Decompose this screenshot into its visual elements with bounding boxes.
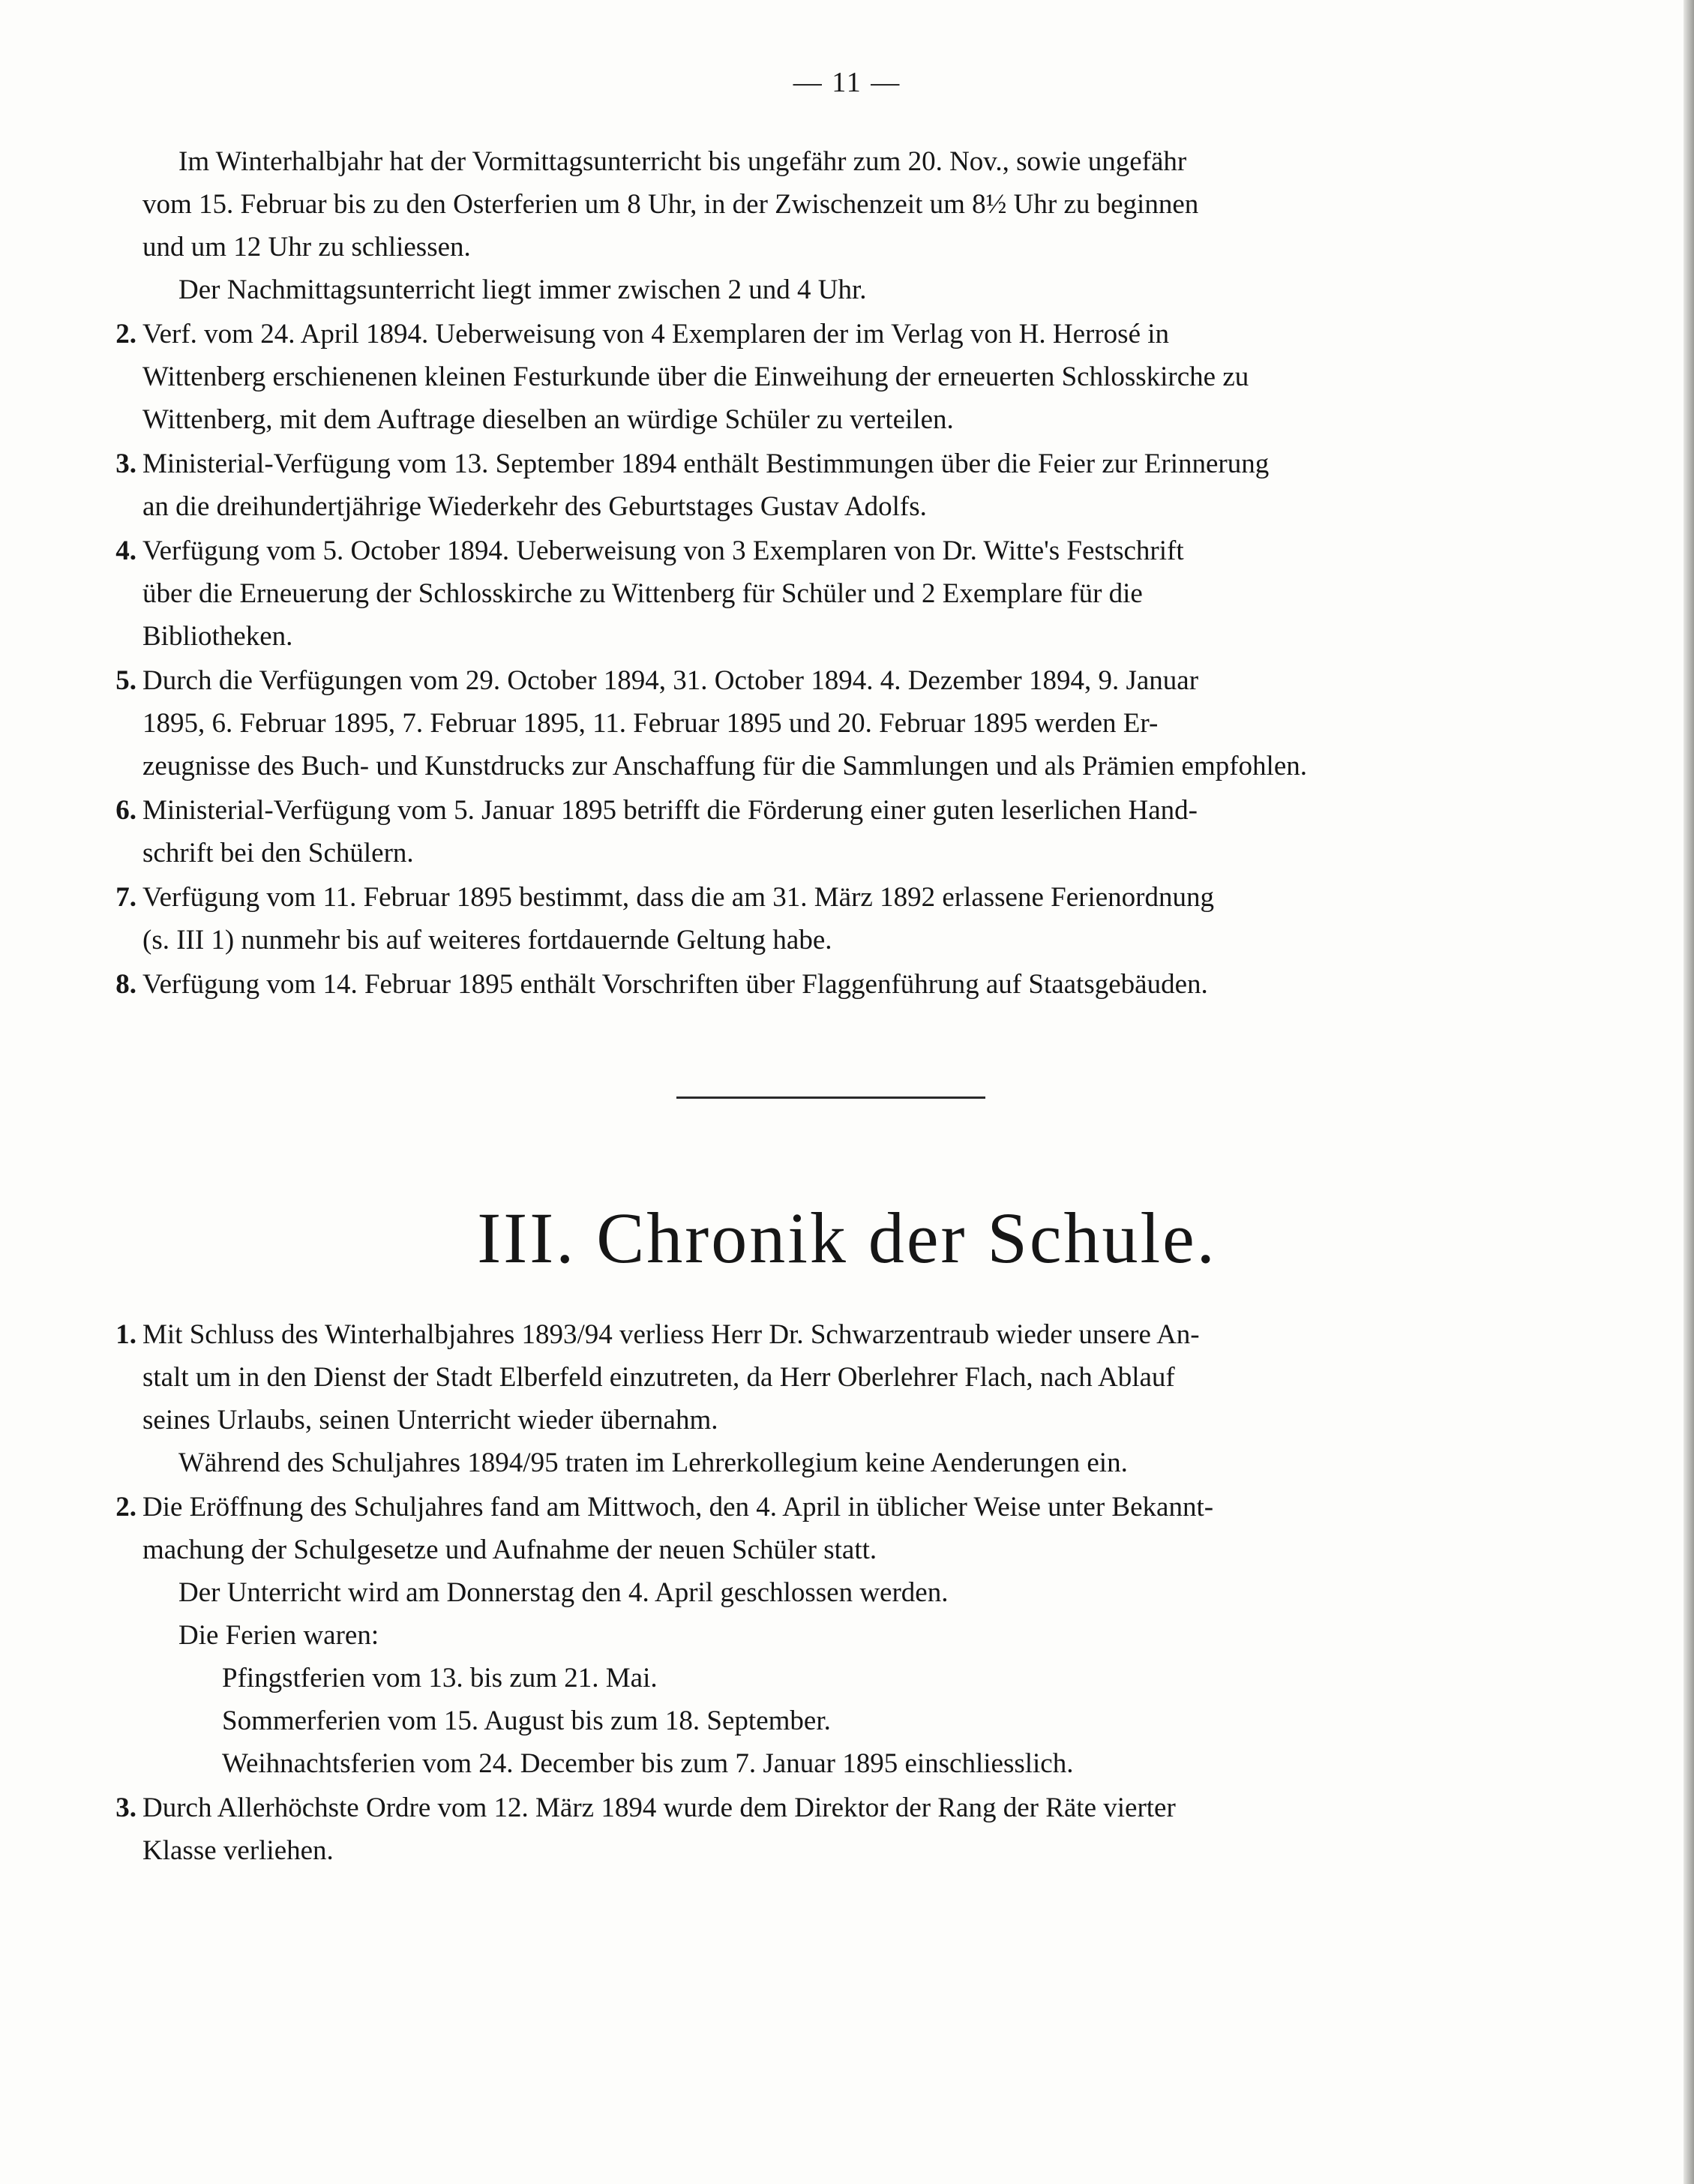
text-line: Im Winterhalbjahr hat der Vormittagsunterricht bis ungefähr zum 20. Nov., sowie ungefähr (178, 146, 1187, 177)
item-number: 5. (115, 665, 136, 696)
text-line: an die dreihundertjährige Wiederkehr des Geburtstages Gustav Adolfs. (142, 491, 927, 522)
holiday-line: Weihnachtsferien vom 24. December bis zum 7. Januar 1895 einschliesslich. (222, 1748, 1074, 1779)
section-divider (676, 1096, 985, 1099)
decree-item-1 (142, 140, 1571, 311)
text-line: Klasse verliehen. (142, 1835, 334, 1866)
text-line: Verfügung vom 14. Februar 1895 enthält Vorschriften über Flaggenführung auf Staatsgebäuden. (142, 969, 1208, 1000)
decree-item-5 (115, 659, 1571, 788)
item-number: 4. (115, 536, 136, 566)
text-line: zeugnisse des Buch- und Kunstdrucks zur Anschaffung für die Sammlungen und als Prämien empfohlen. (142, 751, 1308, 782)
text-line: Wittenberg, mit dem Auftrage dieselben an würdige Schüler zu verteilen. (142, 404, 954, 435)
chronicle-item-2 (115, 1486, 1571, 1785)
holiday-line: Sommerferien vom 15. August bis zum 18. September. (222, 1706, 831, 1736)
text-line: Bibliotheken. (142, 621, 293, 652)
text-line: über die Erneuerung der Schlosskirche zu Wittenberg für Schüler und 2 Exemplare für die (142, 578, 1143, 609)
text-line: Während des Schuljahres 1894/95 traten im Lehrerkollegium keine Aenderungen ein. (178, 1448, 1128, 1478)
decree-item-4 (115, 530, 1571, 658)
section-ii-decrees (115, 140, 1571, 1007)
item-number: 2. (115, 1492, 136, 1522)
text-line: Verfügung vom 5. October 1894. Ueberweisung von 3 Exemplaren von Dr. Witte's Festschrift (142, 536, 1184, 566)
decree-item-3 (115, 442, 1571, 528)
text-line: Die Eröffnung des Schuljahres fand am Mittwoch, den 4. April in üblicher Weise unter Bekannt- (142, 1492, 1214, 1522)
text-line: Durch Allerhöchste Ordre vom 12. März 1894 wurde dem Direktor der Rang der Räte vierter (142, 1792, 1176, 1823)
decree-item-6 (115, 789, 1571, 874)
text-line: Der Unterricht wird am Donnerstag den 4. April geschlossen werden. (178, 1577, 949, 1608)
item-number: 3. (115, 1792, 136, 1823)
chronicle-item-3 (115, 1786, 1571, 1872)
page-edge-shadow (1684, 0, 1694, 2184)
decree-item-8 (115, 963, 1571, 1006)
decree-item-2 (115, 313, 1571, 441)
text-line: Wittenberg erschienenen kleinen Festurkunde über die Einweihung der erneuerten Schlosskirche zu (142, 362, 1249, 392)
text-line: schrift bei den Schülern. (142, 838, 414, 868)
item-number: 8. (115, 969, 136, 1000)
section-heading: III. Chronik der Schule. (477, 1198, 1217, 1278)
text-line: Ministerial-Verfügung vom 13. September 1894 enthält Bestimmungen über die Feier zur Erinnerung (142, 448, 1270, 479)
item-number: 2. (115, 319, 136, 350)
text-line: Mit Schluss des Winterhalbjahres 1893/94 verliess Herr Dr. Schwarzentraub wieder unsere An- (142, 1319, 1200, 1350)
text-line: machung der Schulgesetze und Aufnahme der neuen Schüler statt. (142, 1534, 877, 1565)
text-line: 1895, 6. Februar 1895, 7. Februar 1895, 11. Februar 1895 und 20. Februar 1895 werden Er- (142, 708, 1159, 739)
text-line: seines Urlaubs, seinen Unterricht wieder übernahm. (142, 1405, 718, 1436)
item-number: 3. (115, 448, 136, 479)
page-number: — 11 — (793, 67, 901, 98)
holiday-line: Pfingstferien vom 13. bis zum 21. Mai. (222, 1663, 658, 1694)
text-line: Die Ferien waren: (178, 1620, 379, 1651)
chronicle-item-1 (115, 1313, 1571, 1484)
text-line: Durch die Verfügungen vom 29. October 1894, 31. October 1894. 4. Dezember 1894, 9. Januar (142, 665, 1199, 696)
item-number: 7. (115, 882, 136, 913)
text-line: Der Nachmittagsunterricht liegt immer zwischen 2 und 4 Uhr. (178, 274, 867, 305)
text-line: Verf. vom 24. April 1894. Ueberweisung von 4 Exemplaren der im Verlag von H. Herrosé in (142, 319, 1170, 350)
item-number: 6. (115, 795, 136, 826)
text-line: und um 12 Uhr zu schliessen. (142, 232, 471, 262)
text-line: stalt um in den Dienst der Stadt Elberfeld einzutreten, da Herr Oberlehrer Flach, nach Ablauf (142, 1362, 1175, 1393)
text-line: Ministerial-Verfügung vom 5. Januar 1895 betrifft die Förderung einer guten leserlichen Hand- (142, 795, 1198, 826)
text-line: (s. III 1) nunmehr bis auf weiteres fortdauernde Geltung habe. (142, 925, 832, 956)
item-number: 1. (115, 1319, 136, 1350)
text-line: Verfügung vom 11. Februar 1895 bestimmt, dass die am 31. März 1892 erlassene Ferienordnung (142, 882, 1214, 913)
section-iii-chronicle (115, 1313, 1571, 1874)
text-line: vom 15. Februar bis zu den Osterferien um 8 Uhr, in der Zwischenzeit um 8½ Uhr zu beginnen (142, 189, 1199, 220)
decree-item-7 (115, 876, 1571, 962)
